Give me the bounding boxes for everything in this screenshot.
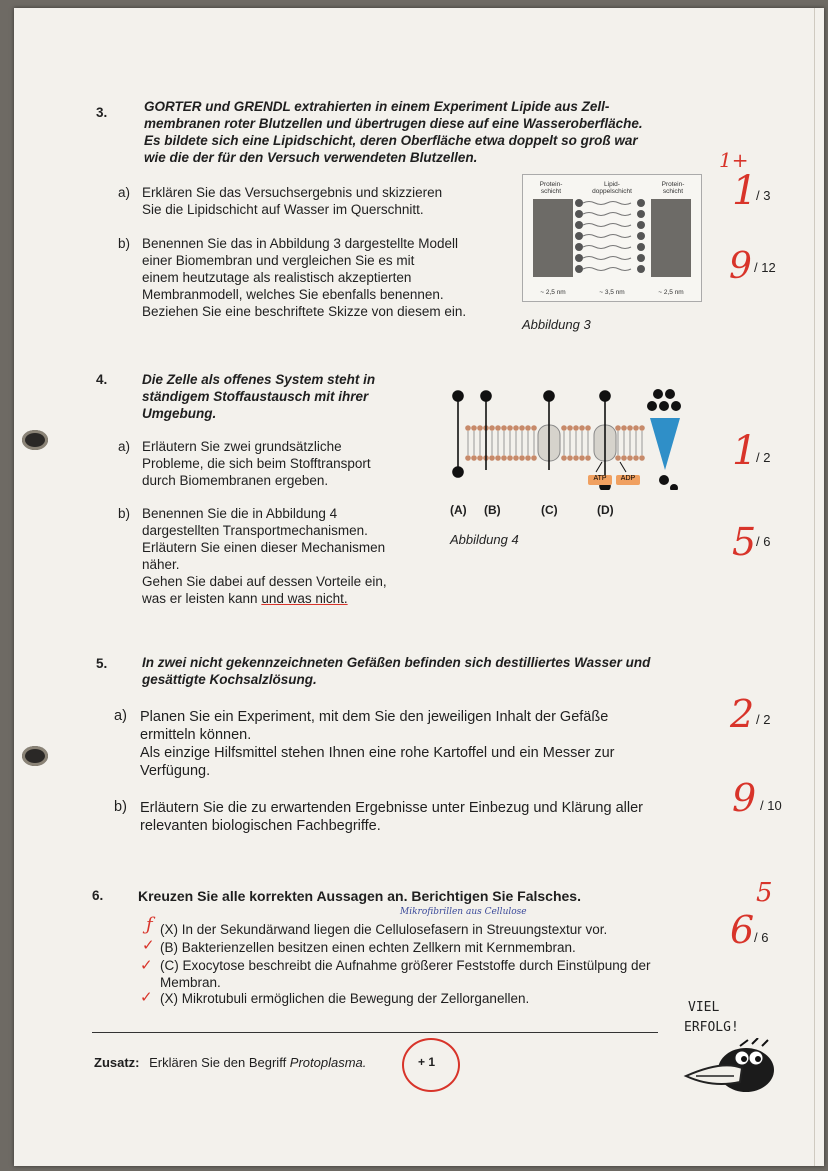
fig4-atp-label: ATP (593, 475, 607, 482)
membrane-lipid-head (513, 425, 519, 431)
q3a-max: / 3 (756, 188, 771, 203)
exam-sheet (14, 8, 824, 1166)
figure-3-caption: Abbildung 3 (522, 317, 591, 332)
membrane-lipid-head (531, 425, 537, 431)
q3a-points: 1 (732, 168, 758, 214)
q5a-max: / 2 (756, 712, 771, 727)
membrane-lipid-head (615, 425, 621, 431)
q6-item-d-mark: (X) (160, 991, 178, 1006)
lipid-head (575, 243, 583, 251)
q5b-points: 9 (732, 776, 757, 820)
q6-item-c-text: Exocytose beschreibt die Aufnahme größerer Feststoffe durch Einstülpung der Membran. (160, 958, 651, 990)
q6-check-2: ✓ (140, 956, 153, 974)
membrane-lipid-head (639, 425, 645, 431)
figure-4-caption: Abbildung 4 (450, 532, 519, 547)
punch-hole-top (22, 430, 48, 450)
zusatz-term: Protoplasma. (289, 1055, 367, 1070)
lipid-head (637, 265, 645, 273)
q6-item-d-text: Mikrotubuli ermöglichen die Bewegung der Zellorganellen. (181, 991, 530, 1006)
membrane-lipid-head (477, 455, 483, 461)
figure-4-transport (444, 380, 684, 490)
lipid-head (575, 265, 583, 273)
q5a-points: 2 (730, 692, 755, 736)
q6-item-d (160, 990, 529, 1007)
lipid-tail (583, 235, 631, 238)
margin-line (814, 8, 815, 1166)
fig4-label-c: (C) (541, 503, 558, 517)
lipid-head (637, 221, 645, 229)
membrane-lipid-head (519, 455, 525, 461)
fig3-measure-1: ~ 2,5 nm (540, 289, 566, 296)
membrane-lipid-head (477, 425, 483, 431)
q5b-text: Erläutern Sie die zu erwartenden Ergebnisse unter Einbezug und Klärung aller relevanten biologischen Fachbegriffe. (140, 800, 643, 834)
divider-line (92, 1032, 658, 1033)
q6-check-1: ✓ (142, 936, 155, 954)
q6-item-b-mark: (B) (160, 940, 178, 955)
lipid-tail (583, 202, 631, 205)
q6-item-b-text: Bakterienzellen besitzen einen echten Zellkern mit Kernmembran. (181, 940, 576, 955)
lipid-head (575, 232, 583, 240)
lipid-tail (583, 257, 631, 260)
q4b-text (142, 505, 432, 607)
q5a-label: a) (114, 708, 127, 724)
q4a-max: / 2 (756, 450, 771, 465)
membrane-lipid-head (525, 425, 531, 431)
fig4-label-a: (A) (450, 503, 467, 517)
lipid-head (637, 243, 645, 251)
q4b-label: b) (118, 506, 131, 521)
membrane-lipid-head (621, 425, 627, 431)
lipid-tail (583, 246, 631, 249)
closing-line-2: ERFOLG! (684, 1020, 739, 1035)
membrane-lipid-head (615, 455, 621, 461)
membrane-lipid-head (495, 455, 501, 461)
membrane-lipid-head (579, 455, 585, 461)
q3b-points: 9 (729, 246, 752, 287)
fig3-protein-left-label: Protein- schicht (539, 181, 563, 195)
membrane-lipid-head (531, 455, 537, 461)
q6-intro: Kreuzen Sie alle korrekten Aussagen an. Berichtigen Sie Falsches. (138, 888, 581, 904)
zusatz-text: Erklären Sie den Begriff (149, 1055, 290, 1070)
q4a-text: Erläutern Sie zwei grundsätzliche Probleme, die sich beim Stofftransport durch Biomembranen ergeben. (142, 439, 371, 488)
lipid-tail (583, 224, 631, 227)
q4b-text-underlined: und was nicht. (261, 591, 348, 606)
fig3-lipid-label: Lipid- doppelschicht (592, 181, 632, 195)
fig3-drawing (523, 197, 701, 287)
membrane-lipid-head (561, 455, 567, 461)
closing-line-1: VIEL (688, 1000, 720, 1015)
zusatz-line (94, 1054, 366, 1071)
zusatz-label: Zusatz: (94, 1055, 140, 1070)
membrane-lipid-head (627, 455, 633, 461)
membrane-lipid-head (621, 455, 627, 461)
membrane-lipid-head (471, 425, 477, 431)
lipid-head (575, 221, 583, 229)
q3a-extra-mark: 1+ (719, 148, 749, 172)
fig4-adp-label: ADP (620, 475, 636, 482)
membrane-lipid-head (579, 425, 585, 431)
q4b-text-main: Benennen Sie die in Abbildung 4 dargestellten Transportmechanismen. Erläutern Sie einen dieser Mechanismen näher. Gehen Sie dabei auf dessen Vorteile ein, was er leisten kann (142, 506, 387, 606)
membrane-lipid-head (561, 425, 567, 431)
membrane-lipid-head (633, 425, 639, 431)
lipid-head (637, 232, 645, 240)
membrane-lipid-head (507, 425, 513, 431)
lipid-head (575, 199, 583, 207)
lipid-head (637, 210, 645, 218)
q3b-max: / 12 (754, 260, 776, 275)
membrane-lipid-head (501, 425, 507, 431)
membrane-lipid-head (639, 455, 645, 461)
q6-number: 6. (92, 888, 104, 903)
q6-item-a-text: In der Sekundärwand liegen die Cellulosefasern in Streuungstextur vor. (181, 922, 608, 937)
q4a-label: a) (118, 439, 131, 454)
q6-item-a-mark: (X) (160, 922, 178, 937)
q4b-max: / 6 (756, 534, 771, 549)
q4a-points: 1 (732, 428, 758, 474)
figure-3-membrane-model (522, 174, 702, 302)
zusatz-bonus: + 1 (418, 1055, 436, 1069)
membrane-lipid-head (567, 425, 573, 431)
q5-intro: In zwei nicht gekennzeichneten Gefäßen befinden sich destilliertes Wasser und gesättigte Kochsalzlösung. (142, 655, 651, 687)
lipid-head (637, 254, 645, 262)
q3a-label: a) (118, 185, 131, 200)
q3b-text: Benennen Sie das in Abbildung 3 dargestellte Modell einer Biomembran und vergleichen Sie es mit einem heutzutage als realistisch akzeptierten Membranmodell, welches Sie ebenfalls benennen. Beziehen Sie eine beschriftete Skizze von diesem ein. (142, 236, 467, 319)
lipid-head (575, 254, 583, 262)
membrane-lipid-head (471, 455, 477, 461)
q6-item-c-mark: (C) (160, 958, 179, 973)
q6-item-a (160, 921, 607, 938)
q4-number: 4. (96, 372, 108, 387)
membrane-lipid-head (585, 455, 591, 461)
q5b-max: / 10 (760, 798, 782, 813)
membrane-lipid-head (489, 455, 495, 461)
lipid-head (637, 199, 645, 207)
q6-item-c (160, 957, 720, 991)
q5b-label: b) (114, 799, 127, 815)
q6-points: 6 (730, 908, 755, 952)
membrane-lipid-head (519, 425, 525, 431)
lipid-head (575, 210, 583, 218)
q6-item-b (160, 939, 576, 956)
membrane-lipid-head (513, 455, 519, 461)
membrane-lipid-head (525, 455, 531, 461)
membrane-lipid-head (495, 425, 501, 431)
membrane-lipid-head (573, 455, 579, 461)
punch-hole-bottom (22, 746, 48, 766)
q3b-label: b) (118, 236, 131, 251)
q6-check-3: ✓ (140, 988, 153, 1006)
lipid-tail (583, 268, 631, 271)
membrane-lipid-head (633, 455, 639, 461)
membrane-lipid-head (501, 455, 507, 461)
q6-corrected-points: 5 (756, 878, 773, 908)
q6-wrong-mark: ƒ (146, 914, 153, 935)
q6-correction-note: Mikrofibrillen aus Cellulose (400, 907, 527, 917)
q4-intro: Die Zelle als offenes System steht in ständigem Stoffaustausch mit ihrer Umgebung. (142, 372, 376, 421)
membrane-lipid-head (489, 425, 495, 431)
fig3-measure-3: ~ 2,5 nm (658, 289, 684, 296)
q5-number: 5. (96, 656, 108, 671)
fig3-protein-right-label: Protein- schicht (661, 181, 685, 195)
q5a-text: Planen Sie ein Experiment, mit dem Sie den jeweiligen Inhalt der Gefäße ermitteln können. Als einzige Hilfsmittel stehen Ihnen eine rohe Kartoffel und ein Messer zur Verfügung. (140, 709, 615, 779)
fig4-label-b: (B) (484, 503, 501, 517)
q3-intro: GORTER und GRENDL extrahierten in einem Experiment Lipide aus Zell- membranen roter Blutzellen und übertrugen diese auf eine Wasseroberfläche. Es bildete sich eine Lipidschicht, deren Oberfläche etwa doppelt so groß war wie die der für den Versuch verwendeten Blutzellen. (144, 99, 643, 165)
membrane-lipid-head (567, 455, 573, 461)
q3a-text: Erklären Sie das Versuchsergebnis und skizzieren Sie die Lipidschicht auf Wasser im Querschnitt. (142, 185, 443, 217)
membrane-lipid-head (465, 425, 471, 431)
q3-number: 3. (96, 105, 108, 120)
lipid-tail (583, 213, 631, 216)
q4b-points: 5 (732, 520, 757, 564)
membrane-lipid-head (507, 455, 513, 461)
q6-max: / 6 (754, 930, 769, 945)
membrane-lipid-head (573, 425, 579, 431)
membrane-lipid-head (627, 425, 633, 431)
fig3-measure-2: ~ 3,5 nm (599, 289, 625, 296)
crow-cartoon-image (682, 1038, 782, 1098)
membrane-lipid-head (585, 425, 591, 431)
membrane-lipid-head (465, 455, 471, 461)
fig4-label-d: (D) (597, 503, 614, 517)
